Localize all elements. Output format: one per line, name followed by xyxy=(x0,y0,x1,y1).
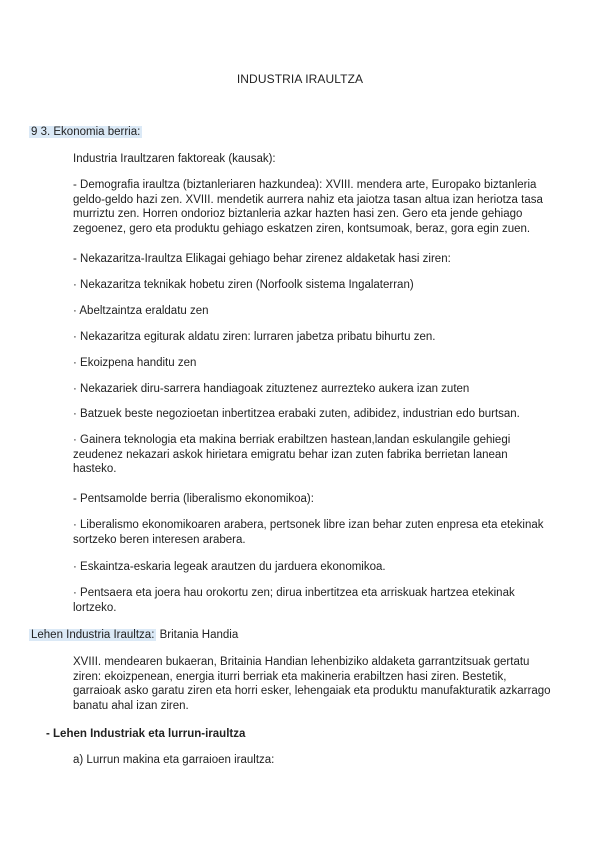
bullet-item: · Liberalismo ekonomikoaren arabera, pertsonek libre izan behar zuten enpresa eta etekinak sortzeko beren interesen arabera. xyxy=(73,519,544,546)
bullet-item: · Eskaintza-eskaria legeak arautzen du jarduera ekonomikoa. xyxy=(73,561,386,573)
lurrun-heading: - Lehen Industriak eta lurrun-iraultza xyxy=(46,728,246,740)
nekazaritza-heading: - Nekazaritza-Iraultza Elikagai gehiago behar zirenez aldaketak hasi ziren: xyxy=(73,253,451,265)
intro-paragraph: Industria Iraultzaren faktoreak (kausak): xyxy=(73,153,276,165)
bullet-item: · Nekazaritza egiturak aldatu ziren: lurraren jabetza pribatu bihurtu zen. xyxy=(73,331,436,343)
bullet-item: · Abeltzaintza eraldatu zen xyxy=(73,305,209,317)
lehen-paragraph: XVIII. mendearen bukaeran, Britainia Handian lehenbiziko aldaketa garrantzitsuak gertatu ziren: ekoizpenean, energia iturri berriak eta makineria erabiltzen hasi ziren. Bestetik, garraioak asko garatu ziren eta horri esker, lehengaiak eta produktu manufakturatik azkarrago banatu ahal izan ziren. xyxy=(73,656,551,712)
lehen-heading-rest: Britania Handia xyxy=(156,629,239,641)
bullet-item: · Nekazaritza teknikak hobetu ziren (Norfoolk sistema Ingalaterran) xyxy=(73,279,414,291)
bullet-item: · Batzuek beste negozioetan inbertitzea erabaki zuten, adibidez, industrian edo burtsan. xyxy=(73,408,520,420)
section-heading xyxy=(29,125,142,140)
bullet-item: · Pentsaera eta joera hau orokortu zen; dirua inbertitzea eta arriskuak hartzea etekinak lortzeko. xyxy=(73,587,515,614)
pentsamolde-heading: - Pentsamolde berria (liberalismo ekonomikoa): xyxy=(73,493,314,505)
bullet-item: · Nekazariek diru-sarrera handiagoak zituztenez aurrezteko aukera izan zuten xyxy=(73,383,470,395)
lehen-heading-label: Lehen Industria Iraultza: xyxy=(31,629,155,641)
lurrun-subheading: a) Lurrun makina eta garraioen iraultza: xyxy=(73,754,275,766)
bullet-item: · Gainera teknologia eta makina berriak erabiltzen hastean,landan eskulangile gehiegi zeudenez nekazari askok hirietara emigratu behar izan zuten fabrika berrietan lanean hasteko. xyxy=(73,434,511,475)
section-heading-text: 9 3. Ekonomia berria: xyxy=(31,126,141,138)
lehen-heading xyxy=(29,628,238,643)
bullet-item: · Ekoizpena handitu zen xyxy=(73,357,197,369)
demografia-paragraph: - Demografia iraultza (biztanleriaren hazkundea): XVIII. mendera arte, Europako biztanleria geldo-geldo hazi zen. XVIII. mendetik aurrera nahiz eta jaiotza tasan altua izan heriotza tasa murriztu zen. Horren ondorioz biztanleria azkar hazten hasi zen. Gero eta jende gehiago zegoenez, gero eta produktu gehiago eskatzen ziren, kontsumoak, beraz, gora egin zuen. xyxy=(73,179,543,235)
page-title: INDUSTRIA IRAULTZA xyxy=(236,72,364,86)
